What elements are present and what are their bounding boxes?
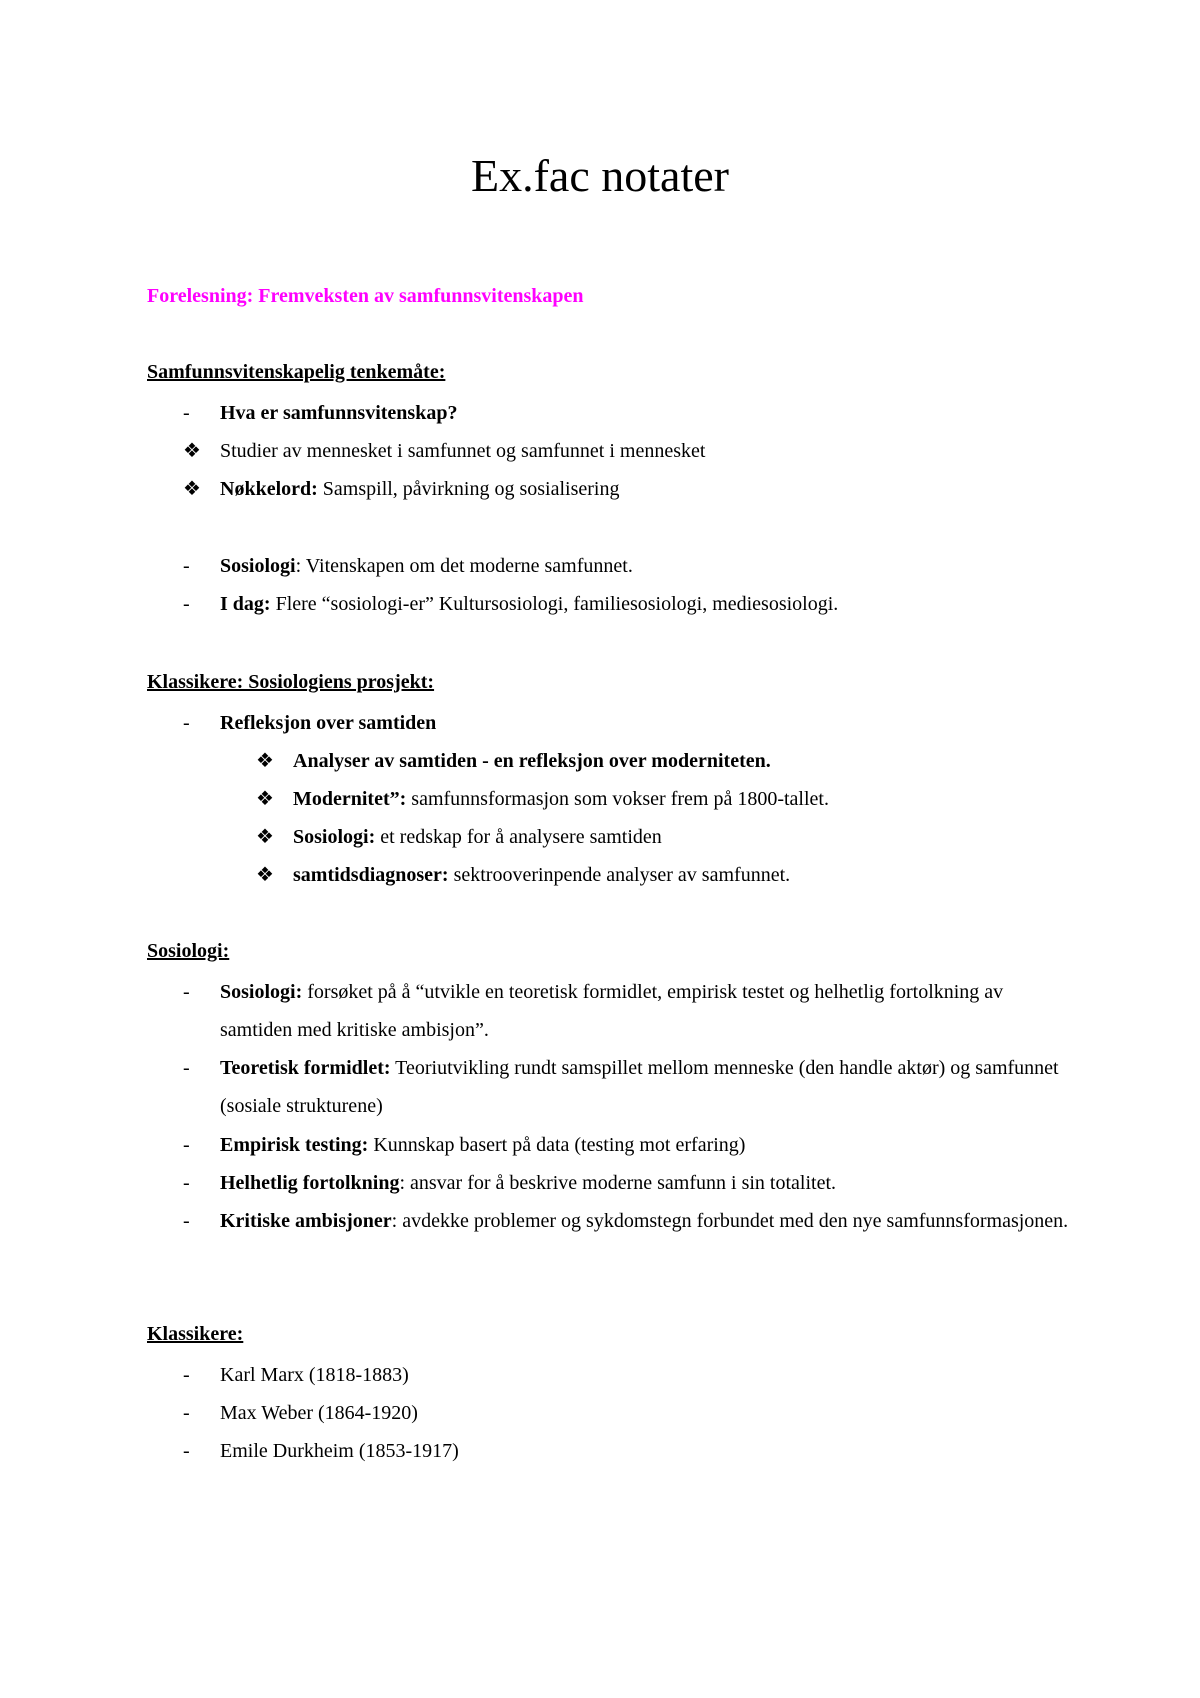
item-bold-text: Teoretisk formidlet: — [220, 1057, 391, 1079]
item-text: Flere “sosiologi-er” Kultursosiologi, familiesosiologi, mediesosiologi. — [270, 593, 839, 615]
list-item — [147, 704, 1077, 742]
diamond-bullet-icon: ❖ — [183, 440, 201, 462]
diamond-bullet-icon: ❖ — [183, 478, 201, 500]
section-heading: Klassikere: — [147, 1323, 244, 1345]
dash-bullet: - — [183, 402, 190, 424]
item-bold-text: Sosiologi: — [293, 826, 376, 848]
item-bold-text: Modernitet”: — [293, 788, 407, 810]
list-item — [147, 818, 1077, 856]
document-title: Ex.fac notater — [471, 150, 729, 201]
list-item — [147, 742, 1077, 780]
diamond-bullet-icon: ❖ — [256, 750, 274, 772]
section-heading: Samfunnsvitenskapelig tenkemåte: — [147, 361, 446, 383]
list-item — [147, 394, 1077, 432]
list-item — [147, 1049, 1077, 1125]
list-item — [147, 547, 1077, 585]
item-text: samfunnsformasjon som vokser frem på 1800-tallet. — [406, 788, 829, 810]
list-item — [147, 585, 1077, 623]
list-item — [147, 780, 1077, 818]
item-text: forsøket på å “utvikle en teoretisk formidlet, empirisk testet og helhetlig fortolkning av samtiden med kritiske ambisjon”. — [220, 981, 1004, 1041]
item-text: Kunnskap basert på data (testing mot erfaring) — [368, 1134, 746, 1156]
item-bold-text: Helhetlig fortolkning — [220, 1172, 400, 1194]
item-text: Emile Durkheim (1853-1917) — [220, 1440, 459, 1462]
item-text: Max Weber (1864-1920) — [220, 1402, 418, 1424]
section-heading: Sosiologi: — [147, 940, 230, 962]
dash-bullet: - — [183, 1172, 190, 1194]
item-text: Samspill, påvirkning og sosialisering — [317, 478, 620, 500]
item-bold-text: samtidsdiagnoser: — [293, 864, 449, 886]
item-bold-text: Kritiske ambisjoner — [220, 1210, 392, 1232]
item-text: : ansvar for å beskrive moderne samfunn i sin totalitet. — [399, 1172, 836, 1194]
list-item — [147, 1126, 1077, 1164]
list-item — [147, 1432, 1077, 1470]
dash-bullet: - — [183, 593, 190, 615]
item-bold-text: I dag: — [220, 593, 271, 615]
item-text: Studier av mennesket i samfunnet og samfunnet i mennesket — [220, 440, 706, 462]
dash-bullet: - — [183, 1364, 190, 1386]
item-bold-text: Sosiologi — [220, 555, 296, 577]
item-bold-text: Refleksjon over samtiden — [220, 712, 437, 734]
item-bold-text: Empirisk testing: — [220, 1134, 369, 1156]
dash-bullet: - — [183, 712, 190, 734]
dash-bullet: - — [183, 1402, 190, 1424]
list-item — [147, 432, 1077, 470]
item-text: Teoriutvikling rundt samspillet mellom menneske (den handle aktør) og samfunnet (sosiale strukturene) — [220, 1057, 1059, 1117]
item-text: : Vitenskapen om det moderne samfunnet. — [295, 555, 633, 577]
section-heading: Klassikere: Sosiologiens prosjekt: — [147, 671, 435, 693]
item-bold-text: Nøkkelord: — [220, 478, 318, 500]
lecture-title: Forelesning: Fremveksten av samfunnsvitenskapen — [147, 285, 584, 307]
list-item — [147, 1202, 1077, 1240]
item-text: : avdekke problemer og sykdomstegn forbundet med den nye samfunnsformasjonen. — [391, 1210, 1069, 1232]
dash-bullet: - — [183, 981, 190, 1003]
list-item — [147, 1356, 1077, 1394]
item-text: et redskap for å analysere samtiden — [375, 826, 662, 848]
list-item — [147, 470, 1077, 508]
item-bold-text: Hva er samfunnsvitenskap? — [220, 402, 458, 424]
dash-bullet: - — [183, 1210, 190, 1232]
list-item — [147, 1164, 1077, 1202]
diamond-bullet-icon: ❖ — [256, 864, 274, 886]
item-text: sektrooverinpende analyser av samfunnet. — [448, 864, 791, 886]
dash-bullet: - — [183, 1440, 190, 1462]
item-bold-text: Sosiologi: — [220, 981, 303, 1003]
dash-bullet: - — [183, 555, 190, 577]
item-bold-text: Analyser av samtiden - en refleksjon over moderniteten. — [293, 750, 771, 772]
list-item — [147, 856, 1077, 894]
diamond-bullet-icon: ❖ — [256, 788, 274, 810]
list-item — [147, 973, 1077, 1049]
diamond-bullet-icon: ❖ — [256, 826, 274, 848]
dash-bullet: - — [183, 1057, 190, 1079]
item-text: Karl Marx (1818-1883) — [220, 1364, 409, 1386]
list-item — [147, 1394, 1077, 1432]
dash-bullet: - — [183, 1134, 190, 1156]
